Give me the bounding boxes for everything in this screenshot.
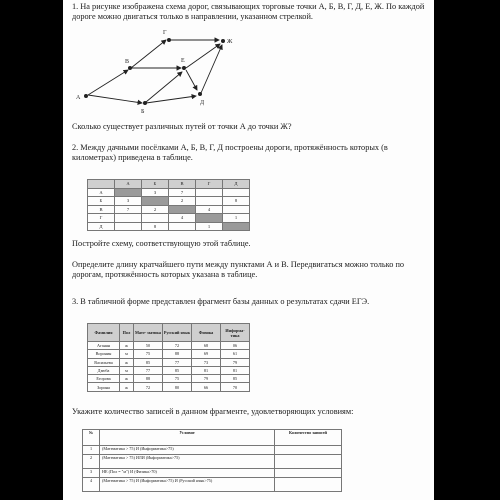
cond-count[interactable] bbox=[275, 478, 342, 492]
distance-cell bbox=[223, 205, 250, 214]
distance-header-cell: А bbox=[115, 180, 142, 189]
exam-cell: 80 bbox=[163, 383, 192, 391]
cond-num: 2 bbox=[83, 455, 100, 469]
cond-text: (Математика > 75) ИЛИ (Информатика>75) bbox=[100, 455, 275, 469]
exam-cell: м bbox=[120, 366, 134, 374]
edge-e-d bbox=[186, 70, 197, 90]
cond-text: (Математика > 75) И (Информатика>75) bbox=[100, 446, 275, 455]
distance-header-cell: В bbox=[169, 180, 196, 189]
cond-count[interactable] bbox=[275, 446, 342, 455]
exam-table bbox=[87, 323, 250, 392]
exam-cell: 81 bbox=[192, 366, 221, 374]
exam-cell: Воронин bbox=[88, 350, 120, 358]
cond-num: 1 bbox=[83, 446, 100, 455]
distance-cell: 7 bbox=[169, 188, 196, 197]
distance-cell: Б bbox=[88, 197, 115, 206]
distance-cell: В bbox=[88, 205, 115, 214]
distance-cell: Г bbox=[88, 214, 115, 223]
exam-cell: Васильева bbox=[88, 358, 120, 366]
exam-cell: 85 bbox=[221, 375, 250, 383]
edge-d-zh bbox=[201, 45, 222, 93]
exam-cell: 72 bbox=[134, 383, 163, 391]
node-v bbox=[128, 66, 132, 70]
distance-header-cell: Б bbox=[142, 180, 169, 189]
exam-cell: 75 bbox=[163, 375, 192, 383]
distance-cell bbox=[169, 205, 196, 214]
exam-header-cell: Пол bbox=[120, 324, 134, 342]
distance-cell bbox=[196, 214, 223, 223]
distance-cell: 2 bbox=[142, 205, 169, 214]
label-a: А bbox=[76, 95, 81, 101]
exam-cell: Дзюба bbox=[88, 366, 120, 374]
edge-b-d bbox=[146, 96, 196, 103]
exam-header-cell: Русский язык bbox=[163, 324, 192, 342]
cond-header-count: Количество записей bbox=[275, 430, 342, 446]
exam-cell: 61 bbox=[221, 350, 250, 358]
cond-text: НЕ (Пол = "м") И (Физика>70) bbox=[100, 469, 275, 478]
exam-header-cell: Мате- матика bbox=[134, 324, 163, 342]
exam-cell: ж bbox=[120, 358, 134, 366]
label-g: Г bbox=[163, 30, 167, 36]
exam-cell: 79 bbox=[192, 375, 221, 383]
distance-cell: 3 bbox=[142, 188, 169, 197]
exam-cell: 73 bbox=[192, 358, 221, 366]
distance-cell: 1 bbox=[223, 214, 250, 223]
distance-cell: А bbox=[88, 188, 115, 197]
node-b bbox=[143, 101, 147, 105]
exam-header-cell: Информа- тика bbox=[221, 324, 250, 342]
cond-header-condition: Условие bbox=[100, 430, 275, 446]
exam-cell: 88 bbox=[134, 375, 163, 383]
exam-cell: 66 bbox=[192, 383, 221, 391]
distance-header-cell bbox=[88, 180, 115, 189]
distance-header-cell: Г bbox=[196, 180, 223, 189]
task2-build: Постройте схему, соответствующую этой таблице. bbox=[72, 239, 251, 248]
distance-cell: 2 bbox=[169, 197, 196, 206]
exam-cell: 81 bbox=[221, 366, 250, 374]
exam-cell: 75 bbox=[134, 350, 163, 358]
distance-cell: 1 bbox=[196, 222, 223, 231]
label-d: Д bbox=[200, 100, 205, 106]
exam-cell: 79 bbox=[221, 358, 250, 366]
label-b: Б bbox=[141, 109, 145, 115]
exam-cell: 85 bbox=[134, 358, 163, 366]
task3-question: Укажите количество записей в данном фрагменте, удовлетворяющих условиям: bbox=[72, 407, 354, 416]
distance-cell: 7 bbox=[115, 205, 142, 214]
distance-cell bbox=[115, 214, 142, 223]
exam-cell: 68 bbox=[192, 342, 221, 350]
distance-table bbox=[87, 179, 250, 231]
task1-question: Сколько существует различных путей от точки А до точки Ж? bbox=[72, 122, 292, 131]
exam-header-cell: Физика bbox=[192, 324, 221, 342]
distance-cell bbox=[196, 188, 223, 197]
distance-cell: 8 bbox=[142, 222, 169, 231]
node-zh bbox=[221, 39, 225, 43]
exam-cell: м bbox=[120, 350, 134, 358]
exam-cell: 88 bbox=[163, 350, 192, 358]
worksheet-page bbox=[63, 0, 434, 500]
cond-num: 4 bbox=[83, 478, 100, 492]
distance-cell bbox=[115, 222, 142, 231]
edge-a-b bbox=[88, 95, 142, 103]
distance-cell: 8 bbox=[223, 197, 250, 206]
distance-cell bbox=[223, 188, 250, 197]
exam-cell: 72 bbox=[163, 342, 192, 350]
distance-cell bbox=[196, 197, 223, 206]
exam-cell: Егорова bbox=[88, 375, 120, 383]
conditions-table bbox=[82, 429, 342, 492]
node-a bbox=[84, 94, 88, 98]
task2-text: 2. Между дачными посёлками А, Б, В, Г, Д построены дороги, протяжённость которых (в километрах) приведена в таблице. bbox=[72, 143, 388, 162]
exam-cell: 85 bbox=[163, 366, 192, 374]
label-e: Е bbox=[181, 58, 185, 64]
distance-cell bbox=[115, 188, 142, 197]
distance-cell: 4 bbox=[196, 205, 223, 214]
distance-cell bbox=[223, 222, 250, 231]
cond-count[interactable] bbox=[275, 455, 342, 469]
cond-header-num: № bbox=[83, 430, 100, 446]
exam-cell: ж bbox=[120, 375, 134, 383]
exam-cell: 70 bbox=[221, 383, 250, 391]
task3-text: 3. В табличной форме представлен фрагмент базы данных о результатах сдачи ЕГЭ. bbox=[72, 297, 370, 306]
exam-cell: ж bbox=[120, 342, 134, 350]
exam-cell: 69 bbox=[192, 350, 221, 358]
exam-header-cell: Фамилия bbox=[88, 324, 120, 342]
cond-count[interactable] bbox=[275, 469, 342, 478]
node-g bbox=[167, 38, 171, 42]
exam-cell: ж bbox=[120, 383, 134, 391]
label-v: В bbox=[125, 59, 130, 65]
cond-text: (Математика > 75) И (Информатика>75) И (Русский язык>75) bbox=[100, 478, 275, 492]
task2-question: Определите длину кратчайшего пути между пунктами А и В. Передвигаться можно только по дорогам, протяжённость которых указана в таблице. bbox=[72, 260, 405, 279]
edge-a-v bbox=[88, 70, 128, 95]
exam-cell: Аганян bbox=[88, 342, 120, 350]
exam-cell: 77 bbox=[163, 358, 192, 366]
exam-cell: 50 bbox=[134, 342, 163, 350]
distance-cell bbox=[142, 214, 169, 223]
node-e bbox=[182, 66, 186, 70]
distance-cell: Д bbox=[88, 222, 115, 231]
distance-cell: 3 bbox=[115, 197, 142, 206]
distance-cell bbox=[169, 222, 196, 231]
exam-cell: 77 bbox=[134, 366, 163, 374]
edge-v-g bbox=[131, 40, 166, 68]
node-d bbox=[198, 92, 202, 96]
exam-cell: Зорина bbox=[88, 383, 120, 391]
exam-cell: 06 bbox=[221, 342, 250, 350]
cond-num: 3 bbox=[83, 469, 100, 478]
road-diagram bbox=[63, 0, 434, 125]
edge-e-zh bbox=[186, 44, 220, 68]
task1-text: 1. На рисунке изображена схема дорог, связывающих торговые точки А, Б, В, Г, Д, Е, Ж. По каждой дороге можно двигаться только в направлении, указанном стрелкой. bbox=[72, 2, 425, 21]
edge-b-e bbox=[146, 72, 182, 102]
distance-header-cell: Д bbox=[223, 180, 250, 189]
label-zh: Ж bbox=[227, 39, 233, 45]
distance-cell bbox=[142, 197, 169, 206]
distance-cell: 4 bbox=[169, 214, 196, 223]
